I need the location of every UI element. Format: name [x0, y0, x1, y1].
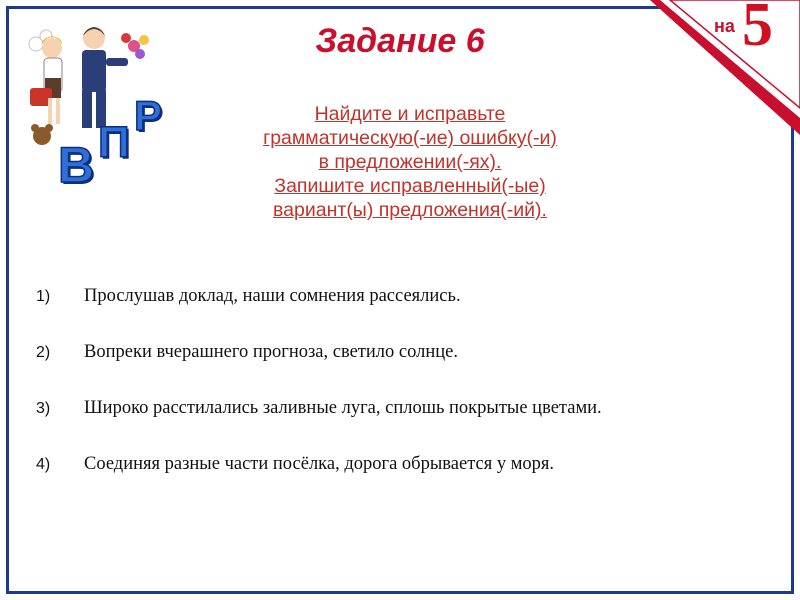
item-text: Соединяя разные части посёлка, дорога обрывается у моря.: [84, 454, 555, 474]
logo-letter-v: В: [58, 137, 95, 193]
task-instruction: [195, 102, 625, 222]
instruction-line: Найдите и исправьте: [314, 103, 506, 125]
item-number: 3): [36, 400, 51, 417]
list-item: [36, 398, 786, 454]
badge-prefix: на: [714, 16, 735, 36]
item-number: 1): [36, 288, 51, 305]
list-item: [36, 286, 786, 342]
sentence-list: [36, 286, 786, 510]
instruction-line: в предложении(-ях).: [318, 151, 502, 173]
item-text: Вопреки вчерашнего прогноза, светило солнце.: [84, 342, 458, 362]
item-text: Широко расстилались заливные луга, сплошь покрытые цветами.: [84, 398, 602, 418]
page-title: Задание 6: [315, 22, 485, 60]
list-item: [36, 454, 786, 510]
logo-letter-r: Р: [134, 92, 163, 139]
instruction-line: вариант(ы) предложения(-ий).: [273, 199, 547, 221]
grade-badge: [650, 0, 800, 135]
list-item: [36, 342, 786, 398]
item-number: 4): [36, 456, 51, 473]
logo-letter-p: П: [98, 118, 130, 167]
item-text: Прослушав доклад, наши сомнения рассеялись.: [84, 286, 461, 306]
instruction-line: грамматическую(-ие) ошибку(-и): [263, 127, 557, 149]
badge-grade: 5: [742, 0, 773, 59]
instruction-line: Запишите исправленный(-ые): [274, 175, 546, 197]
item-number: 2): [36, 344, 51, 361]
